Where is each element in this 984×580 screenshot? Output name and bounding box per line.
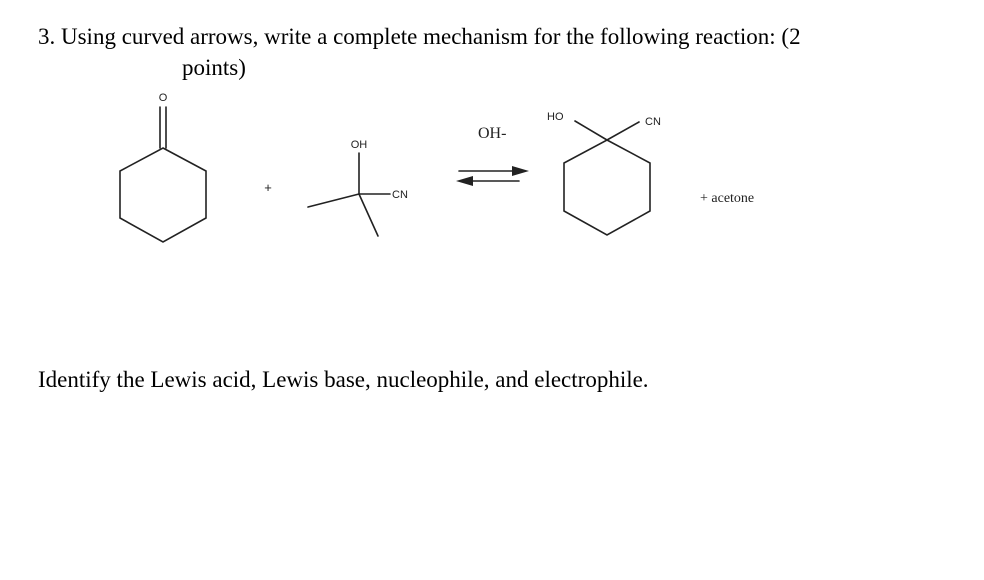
reagent-label: OH-	[478, 125, 507, 142]
product-ring	[564, 140, 650, 235]
product-hydroxyl-label: HO	[547, 111, 564, 123]
product-c-oh-bond	[575, 121, 607, 140]
c-methyl-bond-left	[308, 194, 359, 207]
forward-arrow-head	[512, 166, 529, 176]
product-nitrile-label: CN	[645, 116, 661, 128]
hydroxyl-label: OH	[350, 139, 368, 151]
question-line-1: 3. Using curved arrows, write a complete mechanism for the following reaction: (2	[38, 24, 801, 49]
reverse-arrow-head	[456, 176, 473, 186]
byproduct-label: + acetone	[700, 191, 755, 206]
cyclohexanone-ring	[120, 148, 206, 242]
carbonyl-oxygen-label: O	[158, 92, 168, 104]
plus-sign: +	[264, 180, 272, 195]
question-line-3: Identify the Lewis acid, Lewis base, nucleophile, and electrophile.	[38, 367, 649, 392]
product-structure	[547, 111, 661, 235]
acetone-cyanohydrin-structure	[308, 139, 408, 236]
question-line-2: points)	[182, 55, 246, 80]
product-c-cn-bond	[607, 122, 639, 140]
c-methyl-bond-down	[359, 194, 378, 236]
equilibrium-arrows	[456, 125, 529, 186]
cyclohexanone-structure	[120, 92, 206, 242]
nitrile-label: CN	[392, 189, 408, 201]
